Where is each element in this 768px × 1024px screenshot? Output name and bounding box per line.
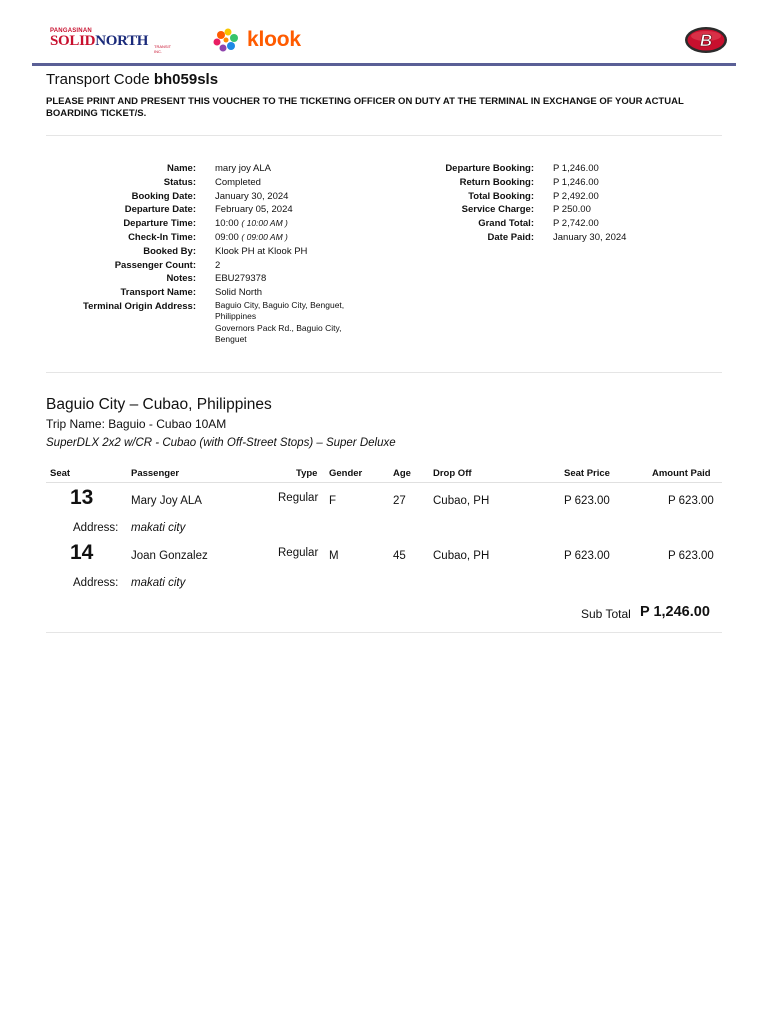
section-divider bbox=[46, 135, 722, 136]
passenger-gender: F bbox=[329, 495, 337, 507]
payment-value: P 1,246.00 bbox=[553, 163, 599, 174]
passenger-amount-paid: P 623.00 bbox=[668, 550, 714, 562]
solid-north-logo-main bbox=[50, 33, 148, 50]
bus-class: SuperDLX 2x2 w/CR - Cubao (with Off-Street Stops) – Super Deluxe bbox=[46, 437, 396, 449]
detail-value: February 05, 2024 bbox=[215, 204, 293, 216]
detail-value: January 30, 2024 bbox=[215, 190, 289, 202]
header-divider bbox=[32, 63, 736, 66]
solid-north-logo bbox=[50, 28, 172, 54]
detail-value bbox=[215, 231, 288, 245]
detail-label: Notes: bbox=[166, 273, 196, 285]
passenger-drop-off: Cubao, PH bbox=[433, 495, 490, 507]
passenger-amount-paid: P 623.00 bbox=[668, 495, 714, 507]
detail-label: Departure Date: bbox=[124, 204, 196, 216]
departure-time-12h: ( 10:00 AM ) bbox=[241, 218, 288, 229]
column-header-gender: Gender bbox=[329, 468, 363, 479]
subtotal-value: P 1,246.00 bbox=[640, 604, 710, 620]
column-header-amount-paid: Amount Paid bbox=[652, 468, 711, 479]
detail-row-departure-date bbox=[46, 203, 406, 217]
passenger-address: makati city bbox=[131, 522, 186, 534]
detail-label: Status: bbox=[163, 176, 196, 188]
payment-label: Return Booking: bbox=[459, 176, 534, 188]
terminal-address-line: Benguet bbox=[215, 334, 247, 345]
passenger-seat-price: P 623.00 bbox=[564, 550, 610, 562]
detail-value bbox=[215, 300, 344, 346]
detail-row-departure-time bbox=[46, 217, 406, 231]
passenger-name: Joan Gonzalez bbox=[131, 550, 208, 562]
detail-label: Booking Date: bbox=[131, 190, 196, 202]
detail-value: EBU279378 bbox=[215, 273, 267, 285]
detail-label: Terminal Origin Address: bbox=[83, 300, 196, 312]
address-label: Address: bbox=[73, 577, 119, 589]
transport-code-label: Transport Code bbox=[46, 71, 150, 88]
solid-north-logo-solid: SOLID bbox=[50, 33, 96, 49]
voucher-notice: PLEASE PRINT AND PRESENT THIS VOUCHER TO THE TICKETING OFFICER ON DUTY AT THE TERMINAL IN EXCHANGE OF YOUR ACTUAL BOARDING TICKET/S. bbox=[46, 96, 684, 119]
b-logo bbox=[684, 26, 728, 54]
seat-number: 14 bbox=[70, 541, 94, 564]
detail-row-name bbox=[46, 162, 406, 176]
payment-value: P 2,492.00 bbox=[553, 190, 599, 202]
passenger-age: 27 bbox=[393, 495, 406, 507]
klook-pinwheel-icon bbox=[212, 28, 242, 54]
payment-row-departure-booking bbox=[400, 162, 720, 176]
passenger-name: Mary Joy ALA bbox=[131, 495, 202, 507]
detail-row-terminal-address bbox=[46, 300, 406, 354]
detail-row-checkin-time bbox=[46, 231, 406, 245]
payment-label: Departure Booking: bbox=[445, 163, 534, 174]
departure-time-24h: 10:00 bbox=[215, 218, 239, 230]
voucher-header bbox=[32, 22, 736, 64]
payment-row-service-charge bbox=[400, 203, 720, 217]
column-header-seat: Seat bbox=[50, 468, 71, 479]
detail-label: Check-In Time: bbox=[128, 231, 196, 243]
detail-value: 2 bbox=[215, 259, 221, 271]
detail-row-passenger-count bbox=[46, 259, 406, 273]
detail-row-booked-by bbox=[46, 245, 406, 259]
passenger-type: Regular bbox=[278, 492, 319, 504]
detail-row-status bbox=[46, 176, 406, 190]
payment-details bbox=[400, 162, 720, 245]
transport-code-value: bh059sls bbox=[153, 71, 219, 88]
payment-value: January 30, 2024 bbox=[553, 231, 627, 243]
address-label: Address: bbox=[73, 522, 119, 534]
detail-label: Name: bbox=[166, 163, 196, 174]
b-logo-letter: B bbox=[699, 31, 713, 50]
solid-north-logo-sub: TRANSIT INC. bbox=[154, 44, 172, 54]
passenger-age: 45 bbox=[393, 550, 406, 562]
detail-value: Klook PH at Klook PH bbox=[215, 245, 308, 257]
solid-north-logo-top: PANGASINAN bbox=[50, 28, 92, 34]
passenger-drop-off: Cubao, PH bbox=[433, 550, 490, 562]
payment-value: P 1,246.00 bbox=[553, 176, 599, 188]
section-divider bbox=[46, 632, 722, 633]
transport-code bbox=[46, 71, 218, 88]
payment-row-date-paid bbox=[400, 231, 720, 245]
column-header-drop-off: Drop Off bbox=[433, 468, 472, 479]
detail-label: Transport Name: bbox=[120, 287, 196, 299]
detail-value: mary joy ALA bbox=[215, 163, 271, 174]
passenger-address: makati city bbox=[131, 577, 186, 589]
payment-row-grand-total bbox=[400, 217, 720, 231]
route-title: Baguio City – Cubao, Philippines bbox=[46, 396, 272, 413]
terminal-address-line: Governors Pack Rd., Baguio City, bbox=[215, 322, 342, 333]
detail-label: Booked By: bbox=[143, 245, 196, 257]
checkin-time-12h: ( 09:00 AM ) bbox=[241, 231, 288, 242]
column-header-type: Type bbox=[296, 468, 318, 479]
table-header-divider bbox=[46, 482, 722, 483]
payment-row-return-booking bbox=[400, 176, 720, 190]
payment-label: Service Charge: bbox=[461, 204, 534, 216]
payment-value: P 250.00 bbox=[553, 204, 591, 216]
terminal-address-line: Baguio City, Baguio City, Benguet, bbox=[215, 299, 345, 310]
trip-name: Trip Name: Baguio - Cubao 10AM bbox=[46, 417, 227, 431]
payment-label: Date Paid: bbox=[487, 231, 534, 243]
payment-row-total-booking bbox=[400, 190, 720, 204]
payment-label: Total Booking: bbox=[468, 190, 534, 202]
passenger-type: Regular bbox=[278, 547, 319, 559]
checkin-time-24h: 09:00 bbox=[215, 231, 239, 243]
detail-label: Passenger Count: bbox=[114, 259, 196, 271]
column-header-seat-price: Seat Price bbox=[564, 468, 610, 479]
detail-row-transport-name bbox=[46, 286, 406, 300]
column-header-age: Age bbox=[393, 468, 411, 479]
section-divider bbox=[46, 372, 722, 373]
detail-label: Departure Time: bbox=[123, 218, 196, 230]
booking-details bbox=[46, 162, 406, 354]
payment-value: P 2,742.00 bbox=[553, 218, 599, 230]
detail-row-booking-date bbox=[46, 190, 406, 204]
payment-label: Grand Total: bbox=[478, 218, 534, 230]
detail-row-notes bbox=[46, 272, 406, 286]
terminal-address-line: Philippines bbox=[215, 311, 257, 322]
passenger-seat-price: P 623.00 bbox=[564, 495, 610, 507]
seat-number: 13 bbox=[70, 486, 94, 509]
column-header-passenger: Passenger bbox=[131, 468, 180, 479]
detail-value: Completed bbox=[215, 176, 261, 188]
solid-north-logo-north: NORTH bbox=[95, 33, 149, 49]
b-logo-badge-icon bbox=[684, 26, 728, 54]
detail-value bbox=[215, 217, 288, 231]
subtotal-label: Sub Total bbox=[581, 607, 631, 621]
klook-logo-text: klook bbox=[247, 28, 301, 51]
passenger-gender: M bbox=[329, 550, 339, 562]
detail-value: Solid North bbox=[215, 287, 262, 299]
